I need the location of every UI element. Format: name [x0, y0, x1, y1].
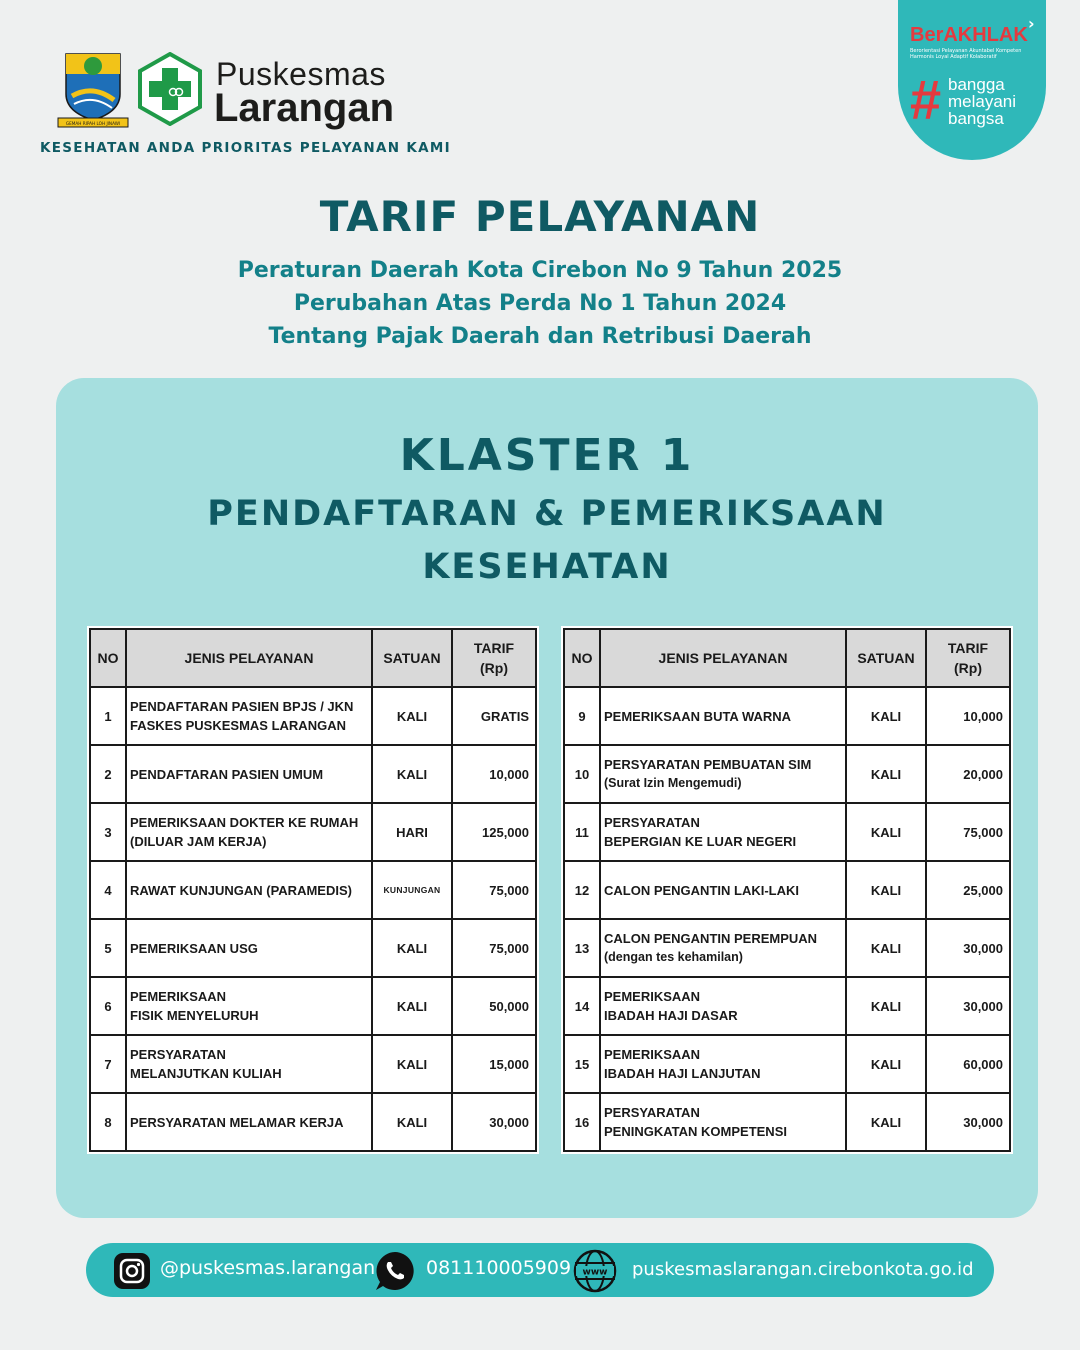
jenis-line2: FASKES PUSKESMAS LARANGAN [130, 718, 346, 733]
table-row [564, 977, 1010, 1035]
row-tarif: 30,000 [926, 919, 1010, 977]
row-satuan: KALI [372, 1093, 452, 1151]
row-tarif: 30,000 [926, 977, 1010, 1035]
header-satuan: SATUAN [372, 629, 452, 687]
row-no: 1 [90, 687, 126, 745]
crest-motto: GEMAH RIPAH LOH JINAWI [65, 121, 121, 126]
badge-word: bangga [948, 75, 1005, 94]
instagram-handle[interactable]: @puskesmas.larangan [160, 1257, 376, 1279]
jenis-line1: PEMERIKSAAN BUTA WARNA [604, 708, 792, 724]
jenis-line2: (dengan tes kehamilan) [604, 950, 743, 964]
row-jenis [600, 861, 846, 919]
table-row [564, 1093, 1010, 1151]
header-tarif-line2: (Rp) [954, 660, 982, 676]
badge-words [948, 76, 1016, 127]
klaster-subtitle: PENDAFTARAN & PEMERIKSAAN [207, 494, 887, 534]
jenis-line1: PENDAFTARAN PASIEN UMUM [130, 766, 324, 782]
jenis-line1: CALON PENGANTIN LAKI-LAKI [604, 882, 799, 898]
row-no: 3 [90, 803, 126, 861]
row-jenis [600, 803, 846, 861]
jenis-line1: RAWAT KUNJUNGAN (PARAMEDIS) [130, 882, 352, 898]
badge-subtitle: Berorientasi Pelayanan Akuntabel Kompeten Harmonis Loyal Adaptif Kolaboratif [910, 48, 1022, 60]
row-no: 2 [90, 745, 126, 803]
row-tarif: 75,000 [452, 861, 536, 919]
berakhlak-badge [898, 0, 1046, 160]
row-no: 8 [90, 1093, 126, 1151]
row-no: 9 [564, 687, 600, 745]
table-row [90, 861, 536, 919]
row-jenis [126, 1093, 372, 1151]
row-satuan: KALI [372, 919, 452, 977]
row-tarif: 60,000 [926, 1035, 1010, 1093]
row-satuan: KALI [846, 919, 926, 977]
row-satuan: KALI [846, 1035, 926, 1093]
table-header-row [90, 629, 536, 687]
row-tarif: 15,000 [452, 1035, 536, 1093]
table-row [90, 687, 536, 745]
row-no: 12 [564, 861, 600, 919]
row-no: 16 [564, 1093, 600, 1151]
row-tarif: 30,000 [452, 1093, 536, 1151]
row-jenis [600, 919, 846, 977]
row-jenis [126, 861, 372, 919]
row-tarif: 30,000 [926, 1093, 1010, 1151]
row-satuan: HARI [372, 803, 452, 861]
header-jenis: JENIS PELAYANAN [126, 629, 372, 687]
row-jenis [126, 977, 372, 1035]
jenis-line1: PEMERIKSAAN DOKTER KE RUMAH [130, 815, 359, 830]
table-row [90, 977, 536, 1035]
row-no: 15 [564, 1035, 600, 1093]
row-satuan: KALI [372, 687, 452, 745]
instagram-icon[interactable] [112, 1251, 152, 1291]
jenis-line2: IBADAH HAJI DASAR [604, 1008, 738, 1023]
header-no: NO [564, 629, 600, 687]
jenis-line2: IBADAH HAJI LANJUTAN [604, 1066, 761, 1081]
row-jenis [126, 1035, 372, 1093]
jenis-line1: PEMERIKSAAN [604, 989, 701, 1004]
row-tarif: 25,000 [926, 861, 1010, 919]
regulation-line: Perubahan Atas Perda No 1 Tahun 2024 [293, 291, 787, 316]
row-jenis [600, 687, 846, 745]
whatsapp-icon[interactable] [374, 1250, 416, 1292]
globe-icon[interactable] [572, 1248, 618, 1294]
phone-number[interactable]: 081110005909 [426, 1257, 572, 1279]
jenis-line2: PENINGKATAN KOMPETENSI [604, 1124, 787, 1139]
row-tarif: 75,000 [452, 919, 536, 977]
row-tarif: 50,000 [452, 977, 536, 1035]
table-row [564, 861, 1010, 919]
table-row [90, 919, 536, 977]
row-no: 6 [90, 977, 126, 1035]
table-row [90, 1035, 536, 1093]
brand-name-top: Puskesmas [216, 56, 386, 92]
jenis-line1: PEMERIKSAAN USG [130, 940, 258, 956]
header-tarif-line2: (Rp) [480, 660, 508, 676]
jenis-line2: (DILUAR JAM KERJA) [130, 834, 267, 849]
page-title: TARIF PELAYANAN [319, 192, 761, 241]
row-tarif: 10,000 [452, 745, 536, 803]
table-row [564, 745, 1010, 803]
table-row [564, 919, 1010, 977]
table-header-row [564, 629, 1010, 687]
row-satuan: KUNJUNGAN [372, 861, 452, 919]
tariff-table-left [87, 626, 539, 1154]
jenis-line1: CALON PENGANTIN PEREMPUAN [604, 931, 818, 946]
website-link[interactable]: puskesmaslarangan.cirebonkota.go.id [632, 1259, 974, 1280]
jenis-line1: PEMERIKSAAN [130, 989, 227, 1004]
klaster-subtitle: KESEHATAN [422, 547, 672, 587]
row-tarif: 10,000 [926, 687, 1010, 745]
badge-word: melayani [948, 92, 1017, 111]
klaster-card [56, 378, 1038, 1218]
regulation-line: Peraturan Daerah Kota Cirebon No 9 Tahun 2025 [237, 258, 843, 283]
table-row [90, 1093, 536, 1151]
table-row [90, 745, 536, 803]
row-tarif: 20,000 [926, 745, 1010, 803]
jenis-line2: MELANJUTKAN KULIAH [130, 1066, 282, 1081]
city-crest-logo [56, 50, 130, 130]
jenis-line1: PERSYARATAN [604, 1105, 700, 1120]
header-tarif-line1: TARIF [947, 640, 989, 656]
header-tarif [452, 629, 536, 687]
brand-name-bottom: Larangan [214, 86, 395, 130]
row-jenis [600, 745, 846, 803]
row-no: 7 [90, 1035, 126, 1093]
row-satuan: KALI [846, 977, 926, 1035]
row-satuan: KALI [846, 1093, 926, 1151]
jenis-line1: PERSYARATAN MELAMAR KERJA [130, 1114, 344, 1130]
row-no: 10 [564, 745, 600, 803]
svg-text:www: www [582, 1267, 608, 1278]
row-tarif: 125,000 [452, 803, 536, 861]
row-jenis [600, 977, 846, 1035]
row-satuan: KALI [372, 745, 452, 803]
header-tarif-line1: TARIF [473, 640, 515, 656]
row-jenis [126, 803, 372, 861]
row-jenis [126, 919, 372, 977]
jenis-line2: BEPERGIAN KE LUAR NEGERI [604, 834, 797, 849]
hashtag-icon: # [910, 68, 942, 131]
tagline: KESEHATAN ANDA PRIORITAS PELAYANAN KAMI [40, 140, 451, 156]
row-satuan: KALI [846, 745, 926, 803]
table-row [90, 803, 536, 861]
badge-word: bangsa [948, 109, 1004, 128]
row-tarif: GRATIS [452, 687, 536, 745]
table-row [564, 687, 1010, 745]
tariff-table-right [561, 626, 1013, 1154]
jenis-line2: FISIK MENYELURUH [130, 1008, 259, 1023]
jenis-line2: (Surat Izin Mengemudi) [604, 776, 742, 790]
row-jenis [126, 687, 372, 745]
klaster-title: KLASTER 1 [399, 430, 695, 481]
row-satuan: KALI [372, 1035, 452, 1093]
row-satuan: KALI [372, 977, 452, 1035]
jenis-line1: PERSYARATAN [604, 815, 700, 830]
table-row [564, 1035, 1010, 1093]
chevron-right-icon: › [1028, 14, 1035, 33]
row-no: 14 [564, 977, 600, 1035]
row-satuan: KALI [846, 803, 926, 861]
jenis-line1: PENDAFTARAN PASIEN BPJS / JKN [130, 699, 354, 714]
row-no: 11 [564, 803, 600, 861]
row-no: 5 [90, 919, 126, 977]
regulation-line: Tentang Pajak Daerah dan Retribusi Daerah [268, 324, 812, 349]
jenis-line1: PEMERIKSAAN [604, 1047, 701, 1062]
row-jenis [600, 1035, 846, 1093]
contact-footer [86, 1243, 994, 1297]
jenis-line1: PERSYARATAN [130, 1047, 226, 1062]
header-satuan: SATUAN [846, 629, 926, 687]
row-jenis [600, 1093, 846, 1151]
header-tarif [926, 629, 1010, 687]
header-jenis: JENIS PELAYANAN [600, 629, 846, 687]
row-satuan: KALI [846, 687, 926, 745]
header-no: NO [90, 629, 126, 687]
jenis-line1: PERSYARATAN PEMBUATAN SIM [604, 757, 812, 772]
row-jenis [126, 745, 372, 803]
puskesmas-cross-logo [136, 52, 204, 126]
badge-title: BerAKHLAK [910, 24, 1028, 46]
row-no: 13 [564, 919, 600, 977]
table-row [564, 803, 1010, 861]
row-no: 4 [90, 861, 126, 919]
row-tarif: 75,000 [926, 803, 1010, 861]
row-satuan: KALI [846, 861, 926, 919]
